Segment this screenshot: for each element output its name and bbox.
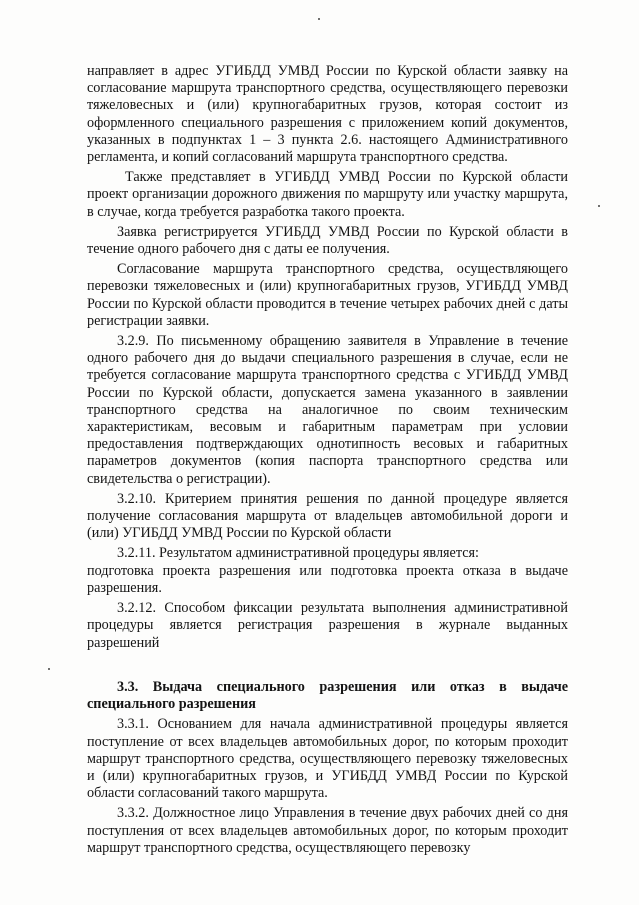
text-block-bottom	[87, 679, 568, 857]
section-heading-3-3: 3.3. Выдача специального разрешения или отказ в выдаче специального разрешения	[87, 679, 568, 713]
paragraph-3-3-2: 3.3.2. Должностное лицо Управления в течение двух рабочих дней со дня поступления от всех владельцев автомобильных дорог, по которым проходит маршрут транспортного средства, осуществляющего перевозку	[87, 805, 568, 856]
paragraph-3-2-11: 3.2.11. Результатом административной процедуры является:	[117, 545, 479, 562]
paragraph-3-2-9: 3.2.9. По письменному обращению заявителя в Управление в течение одного рабочего дня до выдачи специального разрешения в случае, если не требуется согласование маршрута транспортного средства с УГИБДД УМВД России по Курской области, допускается замена указанного в заявлении транспортного средства на аналогичное по своим техническим характеристикам, весовым и габаритным параметрам при условии предоставления подтверждающих однотипность весовых и габаритных параметров документов (копия паспорта транспортного средства или свидетельства о регистрации).	[87, 333, 568, 487]
paragraph-project: Также представляет в УГИБДД УМВД России по Курской области проект организации дорожного движения по маршруту или участку маршрута, в случае, когда требуется разработка такого проекта.	[87, 169, 568, 220]
scan-speck	[318, 18, 320, 20]
paragraph-result: подготовка проекта разрешения или подготовка проекта отказа в выдаче разрешения.	[87, 562, 568, 596]
text-block-top	[87, 63, 568, 652]
paragraph-continuation: направляет в адрес УГИБДД УМВД России по Курской области заявку на согласование маршрута транспортного средства, осуществляющего перевозки тяжеловесных и (или) крупногабаритных грузов, которая состоит из оформленного специального разрешения с приложением копий документов, указанных в подпунктах 1 – 3 пункта 2.6. настоящего Административного регламента, и копий согласований маршрута транспортного средства.	[87, 63, 568, 166]
scan-speck	[598, 205, 600, 207]
scan-speck	[48, 668, 50, 670]
paragraph-3-3-1: 3.3.1. Основанием для начала административной процедуры является поступление от всех владельцев автомобильных дорог, по которым проходит маршрут транспортного средства, осуществляющего перевозку тяжеловесных и (или) крупногабаритных грузов, и УГИБДД УМВД России по Курской области согласований такого маршрута.	[87, 716, 568, 802]
paragraph-3-2-10: 3.2.10. Критерием принятия решения по данной процедуре является получение согласования маршрута от владельцев автомобильной дороги и (или) УГИБДД УМВД России по Курской области	[87, 490, 568, 542]
paragraph-registration: Заявка регистрируется УГИБДД УМВД России по Курской области в течение одного рабочего дня с даты ее получения.	[87, 223, 568, 258]
paragraph-approval: Согласование маршрута транспортного средства, осуществляющего перевозки тяжеловесных и (или) крупногабаритных грузов, УГИБДД УМВД России по Курской области проводится в течение четырех рабочих дней с даты регистрации заявки.	[87, 261, 568, 329]
paragraph-3-2-12: 3.2.12. Способом фиксации результата выполнения административной процедуры является регистрация разрешения в журнале выданных разрешений	[87, 600, 568, 651]
